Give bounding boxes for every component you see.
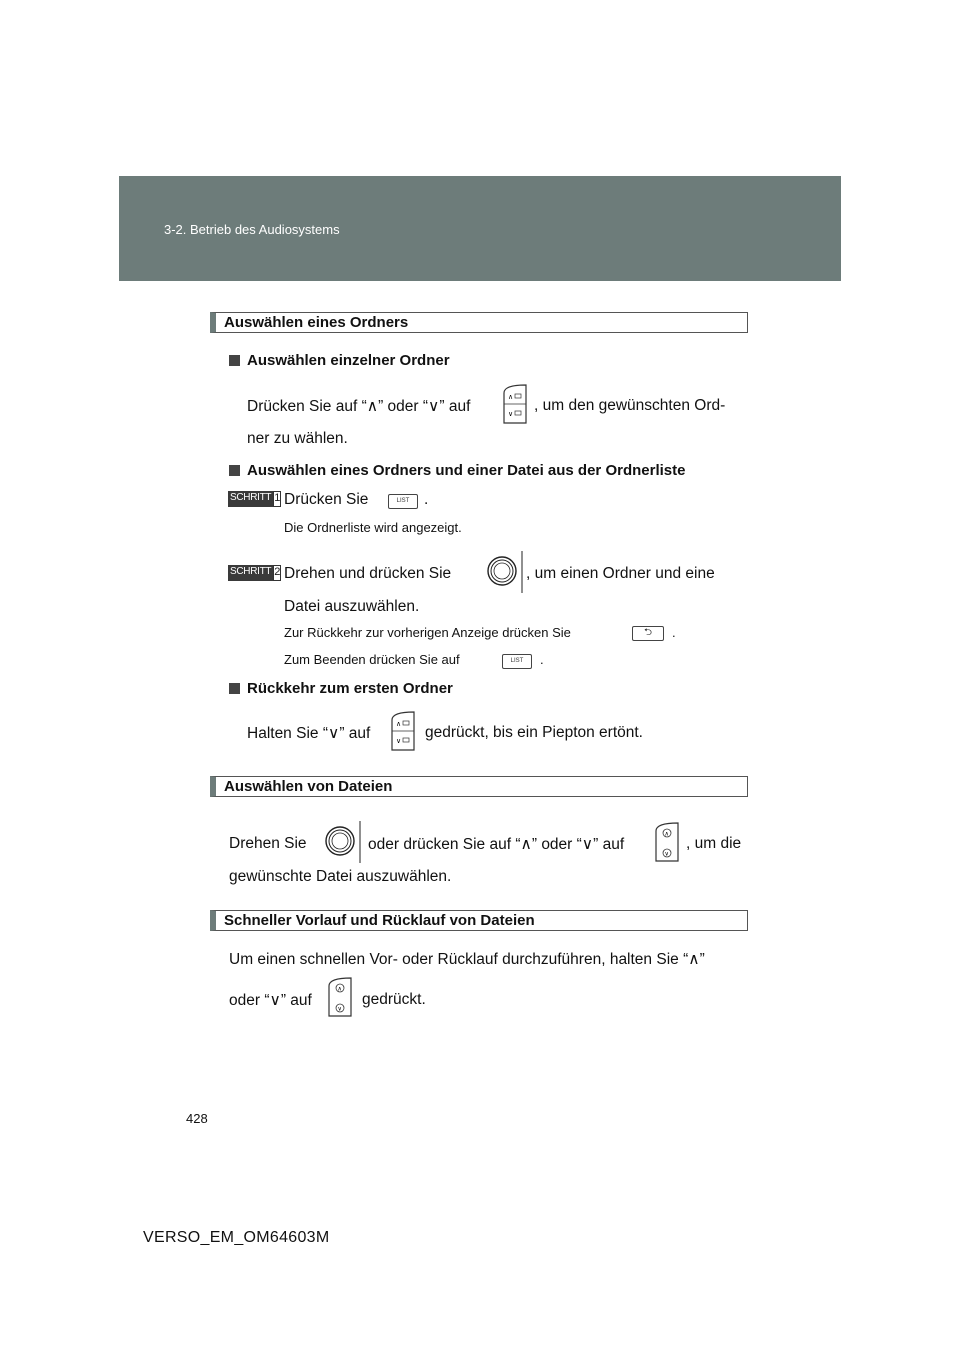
text-dat-a: Drehen Sie [229,835,307,852]
note-step1: Die Ordnerliste wird angezeigt. [284,520,462,535]
text-step2-a: Drehen und drücken Sie [284,565,452,582]
section-heading-dateien: Auswählen von Dateien [210,776,748,797]
subheading-einzeln: Auswählen einzelner Ordner [229,352,450,369]
text-dat-d: gewünschte Datei auszuwählen. [229,868,452,885]
text-einzeln-b: , um den gewünschten Ord- [534,397,726,414]
text-step2-b: , um einen Ordner und eine [526,565,715,582]
list-button-icon: LIST [502,654,532,669]
header-band [119,176,841,281]
back-button-icon: ⮌ [632,626,664,641]
step-2-badge: SCHRITT 2 [228,565,279,581]
svg-text:∧: ∧ [337,985,342,993]
note-end-a: Zum Beenden drücken Sie auf [284,652,460,667]
svg-text:∨: ∨ [508,410,514,418]
doc-code: VERSO_EM_OM64603M [143,1229,330,1246]
tune-knob-icon [484,549,526,595]
svg-text:∨: ∨ [664,850,669,858]
text-step1-b: . [424,491,429,508]
note-back-b: . [672,625,676,640]
subheading-rueckkehr: Rückkehr zum ersten Ordner [229,680,453,697]
text-vor-c: gedrückt. [362,991,426,1008]
step-1-badge: SCHRITT 1 [228,491,279,507]
text-rueck-a: Halten Sie “∨” auf [247,725,371,742]
section-heading-vorlauf: Schneller Vorlauf und Rücklauf von Dateien [210,910,748,931]
text-vor-b: oder “∨” auf [229,992,312,1009]
text-rueck-b: gedrückt, bis ein Piepton ertönt. [425,724,643,741]
svg-text:∨: ∨ [337,1005,342,1013]
text-einzeln-c: ner zu wählen. [247,430,348,447]
folder-up-down-switch-icon [388,710,418,752]
text-step2-c: Datei auszuwählen. [284,598,420,615]
page-number: 428 [186,1111,208,1126]
note-back-a: Zur Rückkehr zur vorherigen Anzeige drücken Sie [284,625,571,640]
text-vor-a: Um einen schnellen Vor- oder Rücklauf durchzuführen, halten Sie “∧” [229,951,705,968]
seek-up-down-switch-icon [325,976,355,1018]
section-title: 3-2. Betrieb des Audiosystems [164,222,340,237]
svg-text:∧: ∧ [396,720,402,728]
text-dat-b: oder drücken Sie auf “∧” oder “∨” auf [368,836,625,853]
text-einzeln-a: Drücken Sie auf “∧” oder “∨” auf [247,398,471,415]
subheading-liste: Auswählen eines Ordners und einer Datei aus der Ordnerliste [229,462,685,479]
svg-text:∨: ∨ [396,737,402,745]
note-end-b: . [540,652,544,667]
section-heading-ordner: Auswählen eines Ordners [210,312,748,333]
tune-knob-icon [322,819,364,865]
list-button-icon: LIST [388,494,418,509]
svg-text:∧: ∧ [664,830,669,838]
svg-text:∧: ∧ [508,393,514,401]
folder-up-down-switch-icon [500,383,530,425]
text-step1-a: Drücken Sie [284,491,369,508]
seek-up-down-switch-icon [652,821,682,863]
text-dat-c: , um die [686,835,742,852]
